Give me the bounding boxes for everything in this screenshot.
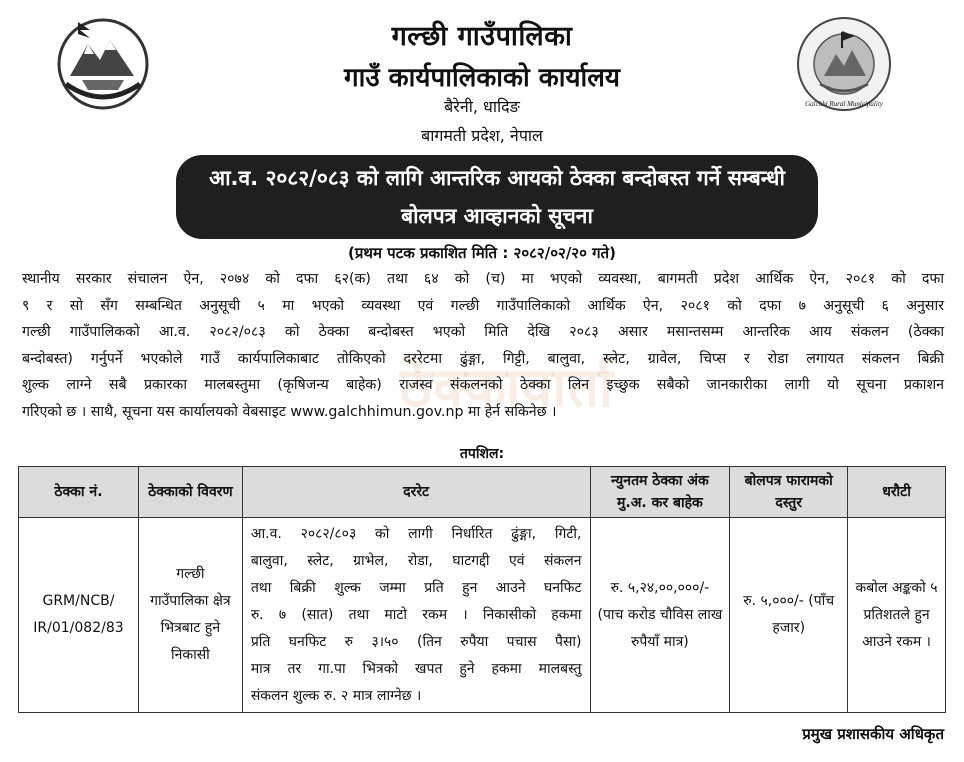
cell-min-amount: रु. ५,२४,००,०००/- (पाच करोड चौविस लाख रुपैयाँ मात्र) xyxy=(590,518,730,713)
rate-line: बालुवा, स्लेट, ग्राभेल, रोडा, घाटगद्दी एवं संकलन xyxy=(250,552,582,569)
cell-contract-no: GRM/NCB/ IR/01/082/83 xyxy=(19,518,139,713)
table-header-row xyxy=(19,467,946,518)
office-name: गाउँ कार्यपालिकाको कार्यालय xyxy=(344,63,620,93)
body-line: गल्छी गाउँपालिकको आ.व. २०८२/०८३ को ठेक्का बन्दोबस्त भएको मिति देखि २०८३ असार मसान्तसम्म आन्तरिक आय संकलन (ठेक्का xyxy=(22,324,944,340)
col-header-min-amount: न्युनतम ठेक्का अंक मु.अ. कर बाहेक xyxy=(590,467,730,518)
col-header-contract-no: ठेक्का नं. xyxy=(19,467,139,518)
body-line: बन्दोबस्त) गर्नुपर्ने भएकोले गाउँ कार्यपालिकाबाट तोकिएको दररेटमा ढुंङ्गा, गिट्टी, बालुवा, स्लेट, ग्रावेल, चिप्स र रोडा लगायत संकलन बिक्री xyxy=(22,350,944,367)
cell-description: गल्छी गाउँपालिका क्षेत्र भित्रबाट हुने निकासी xyxy=(138,518,242,713)
col-header-description: ठेक्काको विवरण xyxy=(138,467,242,518)
col-header-deposit: धरौटी xyxy=(848,467,946,518)
rate-line: तथा बिक्री शुल्क जम्मा प्रति हुन आउने घनफिट xyxy=(250,579,582,596)
rate-line: आ.व. २०८२/८०३ को लागी निर्धारित ढुंङ्गा, गिटी, xyxy=(250,525,582,542)
logo-caption: Galchhi Rural Municipality xyxy=(805,100,883,108)
body-line: शुल्क लाग्ने सबै प्रकारका मालबस्तुमा (कृषिजन्य बाहेक) राजस्व संकलनको ठेक्का लिन इच्छुक सबैको जानकारीका लागी यो सूचना प्रकाशन xyxy=(22,377,944,393)
office-address: बैरेनी, धादिङ xyxy=(444,97,520,116)
watermark-text: ठेक्कावार्ता xyxy=(400,356,616,419)
rate-line: संकलन शुल्क रु. २ मात्र लाग्नेछ । xyxy=(250,687,422,704)
cell-rate xyxy=(242,518,590,713)
rate-line: प्रति घनफिट रु ३।५० (तिन रुपैया पचास पैसा) xyxy=(250,633,582,650)
table-row xyxy=(19,518,946,713)
col-header-rate: दररेट xyxy=(242,467,590,518)
body-line: स्थानीय सरकार संचालन ऐन, २०७४ को दफा ६२(क) तथा ६४ को (च) मा भएको व्यवस्था, बागमती प्रदेश आर्थिक ऐन, २०८१ को दफा xyxy=(22,271,944,287)
body-line: गरिएको छ । साथै, सूचना यस कार्यालयको वेबसाइट www.galchhimun.gov.np मा हेर्न सकिनेछ । xyxy=(22,403,557,420)
rate-line: मात्र तर गा.पा भित्रको खपत हुने हकमा मालबस्तु xyxy=(250,660,582,677)
rate-line: रु. ७ (सात) तथा माटो रकम । निकासीको हकमा xyxy=(250,606,582,623)
details-label: तपशिल: xyxy=(459,446,505,462)
signature-title: प्रमुख प्रशासकीय अधिकृत xyxy=(802,725,944,743)
cell-form-fee: रु. ५,०००/- (पाँच हजार) xyxy=(730,518,848,713)
municipality-name: गल्छी गाउँपालिका xyxy=(391,21,573,52)
col-header-form-fee: बोलपत्र फारामको दस्तुर xyxy=(730,467,848,518)
body-line: ९ र सो सँग सम्बन्धित अनुसूची ५ मा भएको व्यवस्था एवं गल्छी गाउँपालिकाको आर्थिक ऐन, २०८१ को दफा ७ अनुसूची ६ अनुसार xyxy=(22,297,944,314)
notice-body xyxy=(22,266,944,425)
notice-title-line1: आ.व. २०८२/०८३ को लागि आन्तरिक आयको ठेक्का बन्दोबस्त गर्ने सम्बन्धी xyxy=(209,166,785,190)
details-table xyxy=(18,466,946,713)
notice-title-banner xyxy=(176,155,818,239)
published-date: (प्रथम पटक प्रकाशित मिति : २०८२/०२/२० गते) xyxy=(348,244,616,262)
notice-title-line2: बोलपत्र आव्हानको सूचना xyxy=(401,204,593,228)
province-name: बागमती प्रदेश, नेपाल xyxy=(421,126,543,145)
cell-deposit: कबोल अङ्कको ५ प्रतिशतले हुन आउने रकम । xyxy=(848,518,946,713)
